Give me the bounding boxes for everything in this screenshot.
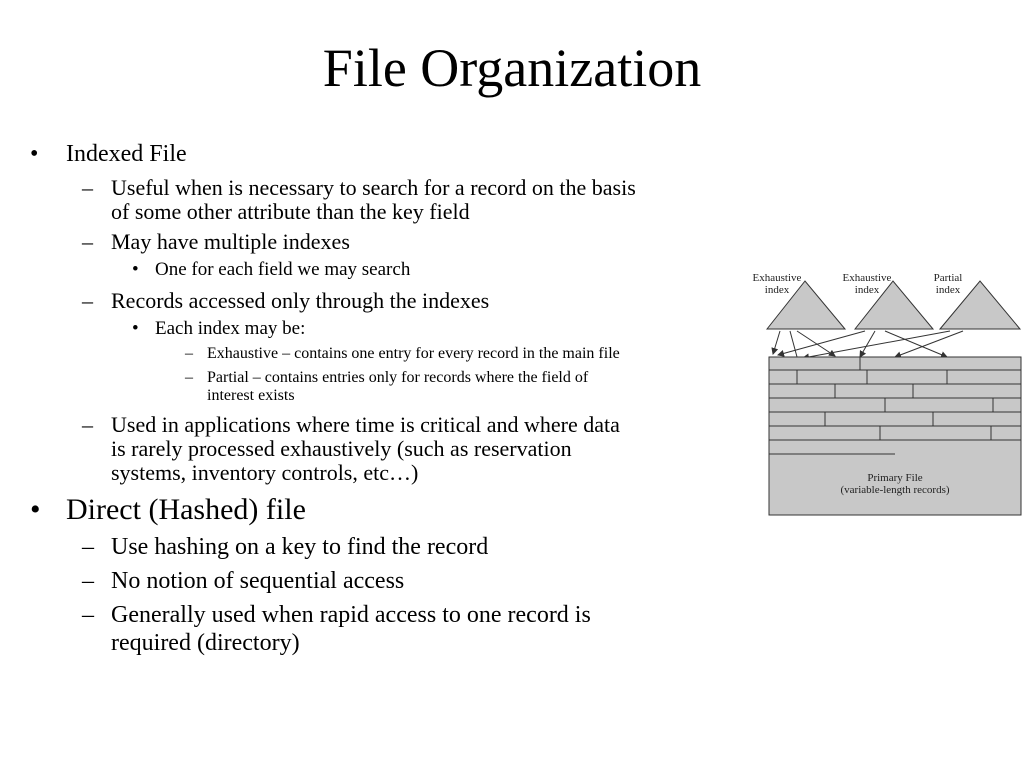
dash-marker: – [82, 229, 93, 254]
slide-title: File Organization [322, 38, 702, 98]
bullet-marker: • [30, 493, 41, 526]
dash-marker: – [82, 412, 93, 437]
primary-file-label-line2: (variable-length records) [840, 484, 950, 496]
records-accessed-text: Records accessed only through the indexes [111, 288, 490, 313]
index3-label-line2: index [935, 284, 961, 296]
partial-text-line1: Partial – contains entries only for records where the field of [207, 369, 589, 386]
index2-label-line2: index [854, 284, 880, 296]
indexed-file-heading: Indexed File [66, 141, 187, 167]
dash-marker: – [82, 534, 94, 560]
no-notion-text: No notion of sequential access [111, 568, 405, 594]
dash-marker: – [185, 345, 193, 362]
index2-label-line1: Exhaustive [842, 272, 892, 284]
dash-marker: – [82, 602, 94, 628]
dash-marker: – [82, 175, 93, 200]
bullet-marker: • [132, 259, 139, 280]
direct-file-heading: Direct (Hashed) file [66, 493, 306, 526]
index1-label-line1: Exhaustive [752, 272, 802, 284]
exhaustive-text: Exhaustive – contains one entry for every record in the main file [207, 345, 620, 362]
hashing-text: Use hashing on a key to find the record [111, 534, 489, 560]
used-text-line3: systems, inventory controls, etc…) [111, 460, 419, 485]
primary-file-label-line1: Primary File [867, 472, 923, 484]
multiple-indexes-text: May have multiple indexes [111, 229, 350, 254]
generally-text-line2: required (directory) [111, 630, 300, 656]
generally-text-line1: Generally used when rapid access to one record is [111, 602, 591, 628]
partial-text-line2: interest exists [207, 387, 295, 404]
bullet-marker: • [30, 141, 39, 167]
dash-marker: – [82, 288, 93, 313]
dash-marker: – [82, 568, 94, 594]
useful-text-line2: of some other attribute than the key field [111, 199, 470, 224]
dash-marker: – [185, 369, 193, 386]
bullet-marker: • [132, 318, 139, 339]
indexed-file-diagram [735, 265, 1024, 525]
index3-label-line1: Partial [933, 272, 963, 284]
one-each-field-text: One for each field we may search [155, 259, 411, 280]
used-text-line1: Used in applications where time is critical and where data [111, 412, 620, 437]
each-index-text: Each index may be: [155, 318, 306, 339]
index1-label-line2: index [764, 284, 790, 296]
useful-text-line1: Useful when is necessary to search for a record on the basis [111, 175, 636, 200]
used-text-line2: is rarely processed exhaustively (such as reservation [111, 436, 572, 461]
